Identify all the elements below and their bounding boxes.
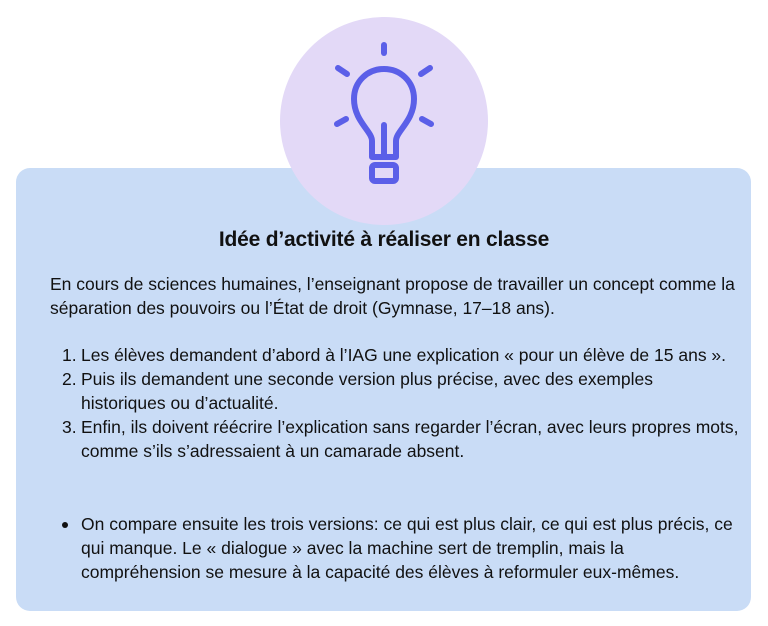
list-item xyxy=(62,367,742,415)
step-number: 3. xyxy=(62,417,77,437)
bullet-text: On compare ensuite les trois versions: ce qui est plus clair, ce qui est plus précis, ce qui manque. Le « dialogue » avec la machine sert de tremplin, mais la compréhension se mesure à la capacité des élèves à reformuler eux-mêmes. xyxy=(81,514,733,582)
list-item xyxy=(62,512,742,584)
lightbulb-badge xyxy=(280,17,488,225)
step-text: Les élèves demandent d’abord à l’IAG une explication « pour un élève de 15 ans ». xyxy=(81,345,727,365)
step-text: Enfin, ils doivent réécrire l’explication sans regarder l’écran, avec leurs propres mots, comme s’ils s’adressaient à un camarade absent. xyxy=(81,417,739,461)
list-item xyxy=(62,343,742,367)
intro-paragraph: En cours de sciences humaines, l’enseignant propose de travailler un concept comme la séparation des pouvoirs ou l’État de droit (Gymnase, 17–18 ans). xyxy=(50,274,735,318)
step-number: 2. xyxy=(62,369,77,389)
bullet-dot xyxy=(62,522,68,528)
bullet-list xyxy=(62,512,742,584)
step-number: 1. xyxy=(62,345,77,365)
steps-list xyxy=(62,343,742,463)
list-item xyxy=(62,415,742,463)
lightbulb-icon xyxy=(280,17,488,225)
step-text: Puis ils demandent une seconde version plus précise, avec des exemples historiques ou d’actualité. xyxy=(81,369,653,413)
card-title: Idée d’activité à réaliser en classe xyxy=(218,228,550,251)
